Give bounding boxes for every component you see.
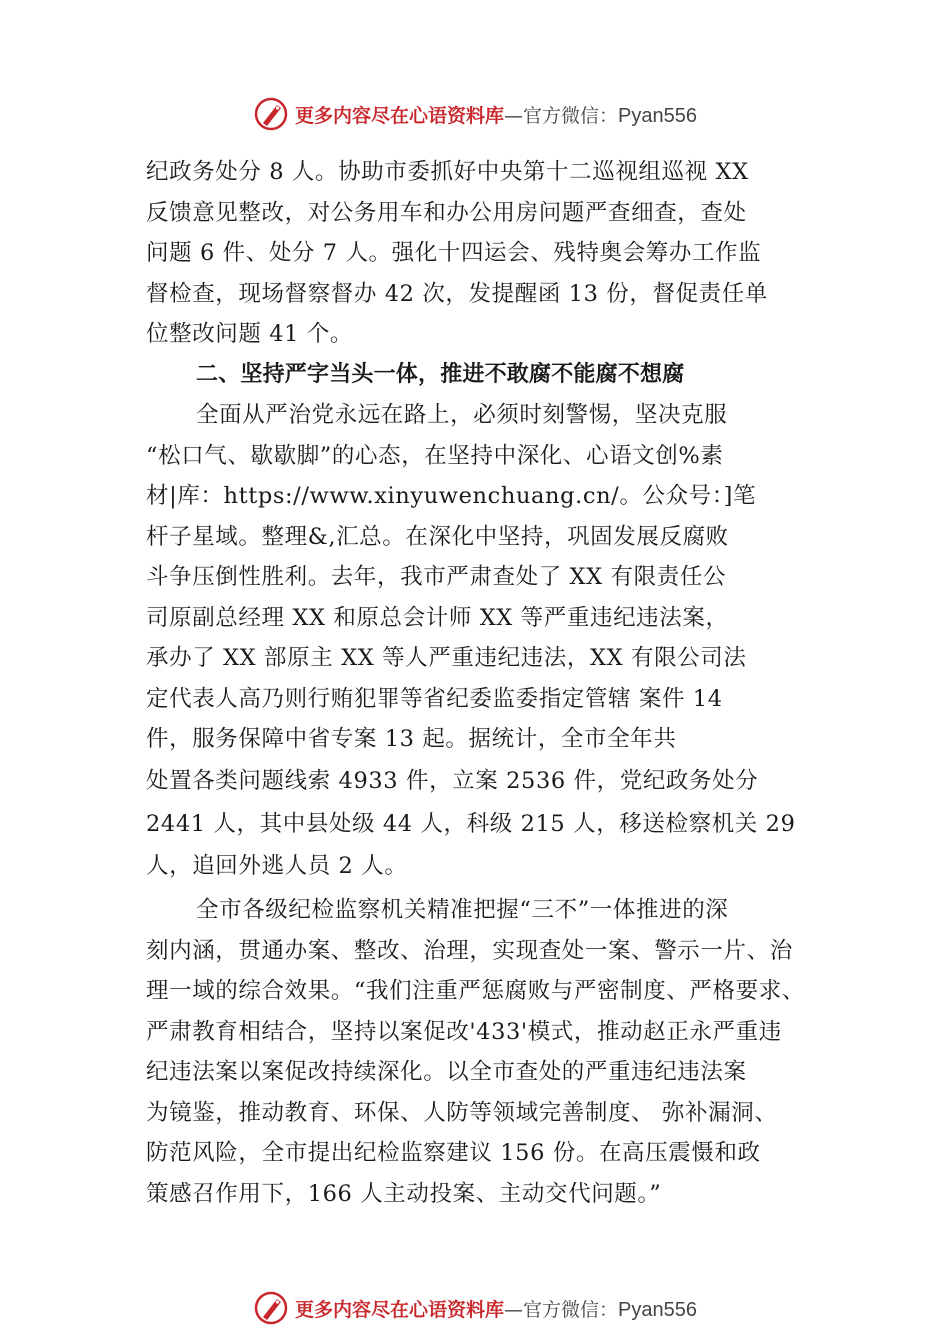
footer-watermark-banner xyxy=(0,1288,950,1328)
text-line: 纪违法案以案促改持续深化。以全市查处的严重违纪违法案 xyxy=(146,1059,747,1085)
text-line: 纪政务处分 8 人。协助市委抓好中央第十二巡视组巡视 XX xyxy=(146,159,749,185)
text-line: 2441 人，其中县处级 44 人，科级 215 人，移送检察机关 29 xyxy=(146,810,796,837)
text-line: 杆子星域。整理&,汇总。在深化中坚持，巩固发展反腐败 xyxy=(146,523,729,550)
text-line: 件，服务保障中省专案 13 起。据统计，全市全年共 xyxy=(146,726,677,752)
pen-nib-seal-icon xyxy=(253,96,289,132)
text-line: 位整改问题 41 个。 xyxy=(146,321,354,347)
header-watermark-banner xyxy=(0,94,950,134)
text-line: 处置各类问题线索 4933 件，立案 2536 件，党纪政务处分 xyxy=(146,767,759,794)
text-line: 定代表人高乃则行贿犯罪等省纪委监委指定管辖 案件 14 xyxy=(146,685,723,712)
brand-separator: —官方微信： xyxy=(504,1298,619,1321)
text-line: “松口气、歇歇脚”的心态，在坚持中深化、心语文创%素 xyxy=(146,442,724,469)
section-heading: 二、坚持严字当头一体，推进不敢腐不能腐不想腐 xyxy=(196,361,685,387)
text-line: 斗争压倒性胜利。去年，我市严肃查处了 XX 有限责任公 xyxy=(146,564,727,590)
text-line: 督检查，现场督察督办 42 次，发提醒函 13 份，督促责任单 xyxy=(146,280,768,307)
text-line: 承办了 XX 部原主 XX 等人严重违纪违法，XX 有限公司法 xyxy=(146,645,747,671)
text-line: 理一域的综合效果。“我们注重严惩腐败与严密制度、严格要求、 xyxy=(146,978,805,1004)
pen-nib-seal-icon xyxy=(253,1290,289,1326)
text-line: 人，追回外逃人员 2 人。 xyxy=(146,852,408,879)
text-line: 防范风险，全市提出纪检监察建议 156 份。在高压震慑和政 xyxy=(146,1140,761,1166)
brand-name: 更多内容尽在心语资料库 xyxy=(295,104,505,127)
wechat-id: Pyan556 xyxy=(618,104,697,127)
brand-name: 更多内容尽在心语资料库 xyxy=(295,1298,505,1321)
text-line: 策感召作用下，166 人主动投案、主动交代问题。” xyxy=(146,1180,662,1207)
text-line: 为镜鉴，推动教育、环保、人防等领域完善制度、 弥补漏洞、 xyxy=(146,1099,778,1126)
document-body xyxy=(146,152,826,1214)
text-line: 严肃教育相结合，坚持以案促改'433'模式，推动赵正永严重违 xyxy=(146,1018,782,1045)
paragraph-start-line: 全市各级纪检监察机关精准把握“三不”一体推进的深 xyxy=(196,897,729,923)
text-line: 材|库：https://www.xinyuwenchuang.cn/。公众号：]笔 xyxy=(146,483,757,509)
text-line: 司原副总经理 XX 和原总会计师 XX 等严重违纪违法案， xyxy=(146,604,729,631)
paragraph-start-line: 全面从严治党永远在路上，必须时刻警惕，坚决克服 xyxy=(196,402,728,428)
brand-separator: —官方微信： xyxy=(504,104,619,127)
text-line: 反馈意见整改，对公务用车和办公用房问题严查细查，查处 xyxy=(146,199,747,226)
text-line: 刻内涵，贯通办案、整改、治理，实现查处一案、警示一片、治 xyxy=(146,937,793,964)
text-line: 问题 6 件、处分 7 人。强化十四运会、残特奥会筹办工作监 xyxy=(146,240,762,266)
wechat-id: Pyan556 xyxy=(618,1298,697,1321)
